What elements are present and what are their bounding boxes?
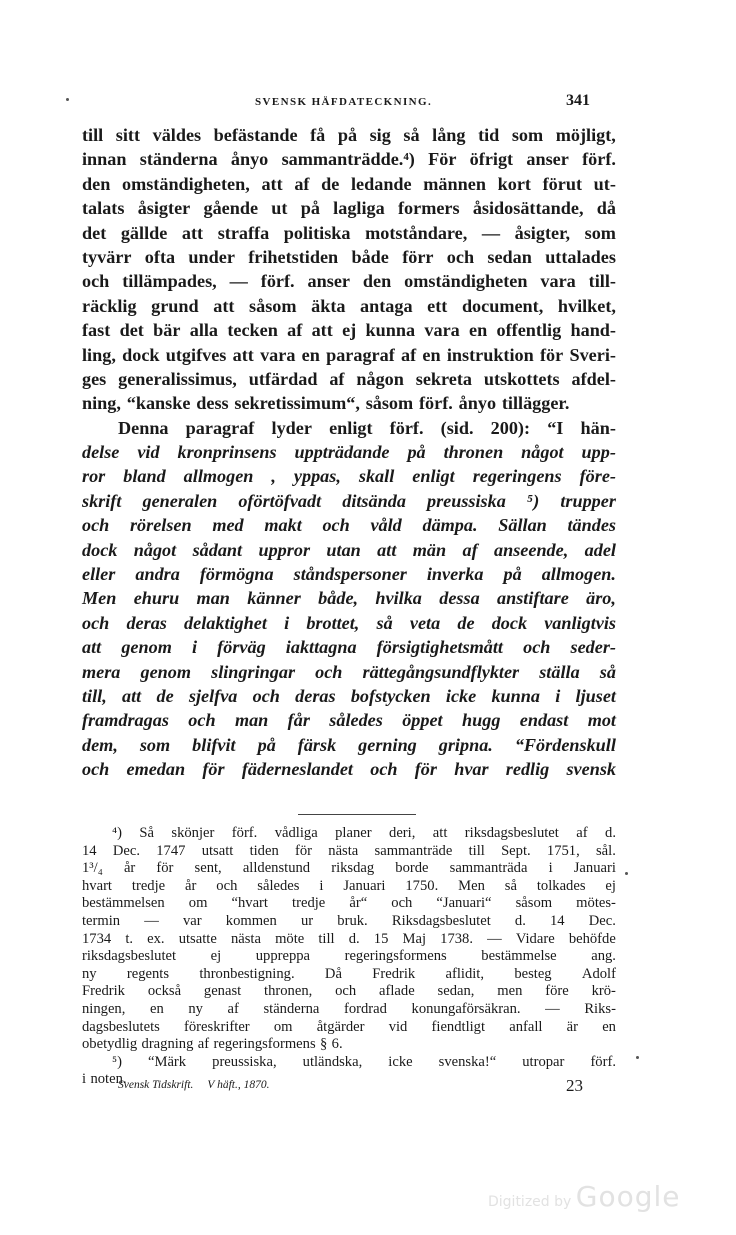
text-line: Men ehuru man känner både, hvilka dessa anstiftare äro, <box>82 588 616 609</box>
watermark-brand: Google <box>575 1180 681 1213</box>
text-line: dock något sådant uppror utan att män af anseende, adel <box>82 539 616 560</box>
scan-speck <box>625 872 628 875</box>
running-title: SVENSK HÄFDATECKNING. <box>255 96 433 108</box>
footnote-line: ⁵) “Märk preussiska, utländska, icke svenska!“ utropar förf. <box>112 1053 616 1070</box>
footnote-line: ⁴) Så skönjer förf. vådliga planer deri, att riksdagsbeslutet af d. <box>112 825 616 841</box>
journal-title: Svensk Tidskrift. <box>118 1079 194 1091</box>
text-line: och tillämpades, — förf. anser den omständigheten vara till- <box>82 271 616 292</box>
text-line: ning, “kanske dess sekretissimum“, såsom förf. ånyo tillägger. <box>82 393 570 414</box>
text-line: talats åsigter gående ut på lagliga formers åsidosättande, då <box>82 198 616 219</box>
body-text <box>82 123 616 782</box>
footnote-line: ningen, en ny af ständerna fordrad konungaförsäkran. — Riks- <box>82 1000 616 1017</box>
journal-volume: V häft., 1870. <box>207 1079 270 1091</box>
text-line: dem, som blifvit på färsk gerning gripna. “Fördenskull <box>82 734 616 755</box>
scan-speck <box>636 1056 639 1059</box>
text-line: ling, dock utgifves att vara en paragraf af en instruktion för Sveri- <box>82 344 616 365</box>
text-line: fast det bär alla tecken af att ej kunna vara en offentlig hand- <box>82 320 616 341</box>
footnote-line: 1³/₄ år för sent, alldenstund riksdag borde sammanträda i Januari <box>82 860 616 877</box>
text-line: mera genom slingringar och rättegångsundflykter ställa så <box>82 661 616 682</box>
footnote-line: hvart tredje år och således i Januari 1750. Men så tolkades ej <box>82 877 616 894</box>
text-line: och rörelsen med makt och våld dämpa. Sällan tändes <box>82 515 616 536</box>
text-line: den omständigheten, att af de ledande männen kort förut ut- <box>82 173 616 194</box>
text-line: det gällde att straffa politiska motståndare, — åsigter, som <box>82 222 616 243</box>
footnote-line: Fredrik också genast thronen, och aflade sedan, men före krö- <box>82 983 616 1000</box>
text-line: framdragas och man får således öppet hugg endast mot <box>82 710 616 731</box>
signature-mark: 23 <box>566 1076 583 1095</box>
text-line: tyvärr ofta under frihetstiden både förr och sedan uttalades <box>82 246 616 267</box>
footnote-line: 1734 t. ex. utsatte nästa möte till d. 15 Maj 1738. — Vidare behöfde <box>82 930 616 947</box>
signature-line <box>118 1079 283 1091</box>
scan-speck <box>66 98 69 101</box>
text-line: innan ständerna ånyo sammanträdde.⁴) För öfrigt anser förf. <box>82 149 616 170</box>
text-line: skrift generalen oförtöfvadt ditsända preussiska ⁵) trupper <box>82 490 616 511</box>
text-line: ror bland allmogen , yppas, skall enligt regeringens före- <box>82 466 616 487</box>
footnote-line: bestämmelsen om “hvart tredje år“ och “Januari“ såsom mötes- <box>82 895 616 912</box>
text-line: räcklig grund att såsom äkta antaga ett document, hvilket, <box>82 295 616 316</box>
page-number: 341 <box>566 92 590 109</box>
text-line: eller andra förmögna ståndspersoner inverka på allmogen. <box>82 564 616 585</box>
footnotes <box>82 825 616 1089</box>
text-line: att genom i förväg iakttagna försigtighetsmått och seder- <box>82 637 616 658</box>
text-line: till sitt väldes befästande få på sig så lång tid som möjligt, <box>82 125 616 145</box>
digitization-watermark <box>488 1180 681 1213</box>
footnote-line: dagsbeslutets föreskrifter om åtgärder vid fiendtligt anfall är en <box>82 1018 616 1035</box>
footnote-line: obetydlig dragning af regeringsformens § 6. <box>82 1036 343 1053</box>
watermark-small: Digitized by <box>488 1194 572 1210</box>
text-line: och deras delaktighet i brottet, så veta de dock vanligtvis <box>82 612 616 633</box>
footnote-rule <box>298 814 416 815</box>
footnote-line: ny regents thronbestigning. Då Fredrik aflidit, besteg Adolf <box>82 965 616 982</box>
text-line: till, att de sjelfva och deras bofstycken icke kunna i ljuset <box>82 685 616 706</box>
footnote-line: 14 Dec. 1747 utsatt tiden för nästa sammanträde till Sept. 1751, sål. <box>82 842 616 859</box>
footnote-line: i noten. <box>82 1071 127 1088</box>
footnote-line: riksdagsbeslutet ej uppreppa regeringsformens bestämmelse ang. <box>82 948 616 965</box>
text-line: Denna paragraf lyder enligt förf. (sid. 200): “I hän- <box>118 417 616 438</box>
text-line: och emedan för fäderneslandet och för hvar redlig svensk <box>82 759 616 780</box>
footnote-line: termin — var kommen ur bruk. Riksdagsbeslutet d. 14 Dec. <box>82 912 616 929</box>
text-line: ges generalissimus, utfärdad af någon sekreta utskottets afdel- <box>82 368 616 389</box>
text-line: delse vid kronprinsens uppträdande på thronen något upp- <box>82 442 616 463</box>
